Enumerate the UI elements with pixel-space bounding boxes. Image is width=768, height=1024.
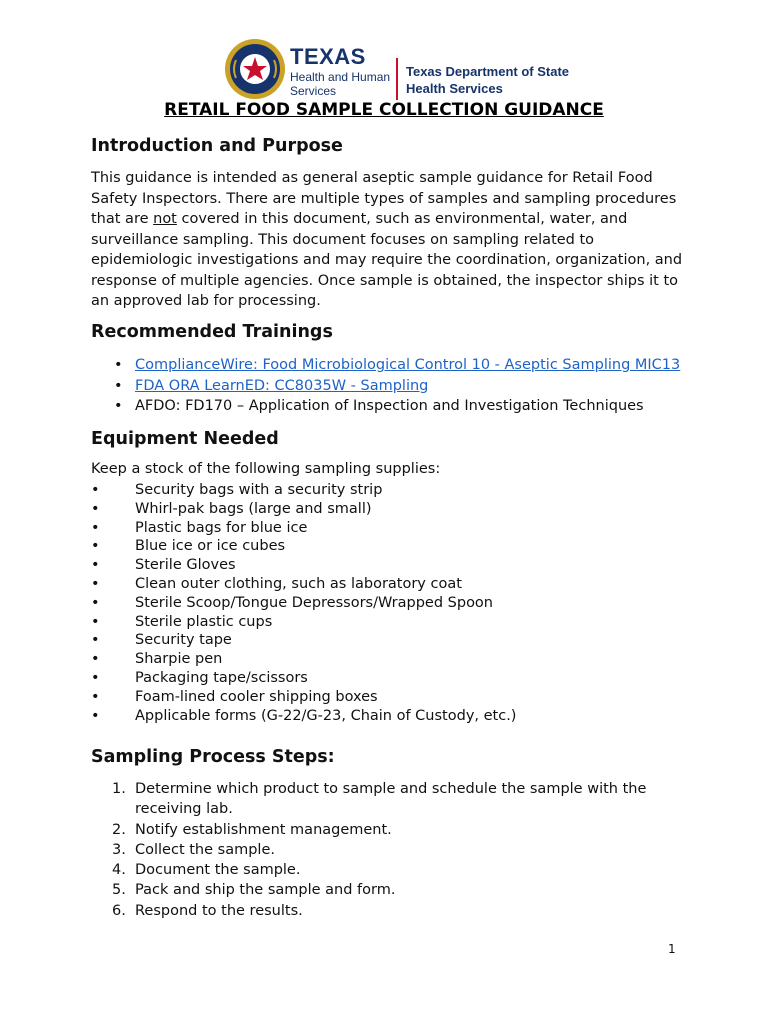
list-item: • Whirl-pak bags (large and small) [91, 500, 516, 519]
intro-text-after: covered in this document, such as environmental, water, and surveillance sampling. This document focuses on sampling related to epidemiologic investigations and may require the coordination, organization, and response of multiple agencies. Once sample is obtained, the inspector ships it to an approved lab for processing. [91, 211, 683, 309]
trainings-heading: Recommended Trainings [91, 322, 333, 342]
steps-heading: Sampling Process Steps: [91, 747, 335, 767]
list-item: • Blue ice or ice cubes [91, 537, 516, 556]
intro-text-before: This guidance is intended as general aseptic sample guidance for Retail Food Safety Inspectors. There are multiple types of samples and sampling procedures that are [91, 170, 677, 227]
list-item: • Foam-lined cooler shipping boxes [91, 688, 516, 707]
steps-list [112, 779, 692, 921]
step-number: 5. [112, 882, 126, 899]
header-logo [224, 36, 570, 100]
list-item [112, 860, 692, 880]
list-item [114, 355, 680, 376]
brand-texas: TEXAS [290, 44, 366, 69]
intro-paragraph [91, 168, 691, 312]
equipment-heading: Equipment Needed [91, 429, 279, 449]
document-title: RETAIL FOOD SAMPLE COLLECTION GUIDANCE [164, 100, 604, 120]
list-item [112, 820, 692, 840]
step-text: Collect the sample. [135, 841, 275, 858]
logo-divider [396, 58, 398, 100]
list-item: • Applicable forms (G-22/G-23, Chain of Custody, etc.) [91, 707, 516, 726]
intro-text-underlined: not [153, 211, 177, 227]
list-item: • AFDO: FD170 – Application of Inspection and Investigation Techniques [114, 396, 680, 417]
list-item [112, 901, 692, 921]
step-text: Respond to the results. [135, 902, 303, 919]
step-number: 2. [112, 821, 126, 838]
fda-ora-learned-link[interactable]: FDA ORA LearnED: CC8035W - Sampling [135, 377, 429, 394]
list-item [112, 779, 692, 820]
list-item: • Sharpie pen [91, 650, 516, 669]
step-number: 6. [112, 902, 126, 919]
texas-seal-icon [224, 38, 286, 100]
list-item: • Sterile Gloves [91, 556, 516, 575]
hhs-brand [290, 46, 400, 98]
list-item [112, 840, 692, 860]
step-text: Pack and ship the sample and form. [135, 882, 396, 899]
list-item [114, 376, 680, 397]
equipment-intro: Keep a stock of the following sampling supplies: [91, 461, 441, 477]
step-number: 3. [112, 841, 126, 858]
list-item: • Clean outer clothing, such as laboratory coat [91, 575, 516, 594]
step-text: Notify establishment management. [135, 821, 392, 838]
list-item: • Plastic bags for blue ice [91, 519, 516, 538]
step-text: Determine which product to sample and schedule the sample with the receiving lab. [135, 781, 647, 818]
list-item: • Packaging tape/scissors [91, 669, 516, 688]
dshs-brand: Texas Department of State Health Services [406, 64, 570, 96]
list-item: • Sterile plastic cups [91, 613, 516, 632]
list-item: • Security tape [91, 631, 516, 650]
step-number: 4. [112, 862, 126, 879]
list-item: • Sterile Scoop/Tongue Depressors/Wrapped Spoon [91, 594, 516, 613]
step-text: Document the sample. [135, 862, 301, 879]
page-number: 1 [668, 942, 676, 956]
list-item: • Security bags with a security strip [91, 481, 516, 500]
step-number: 1. [112, 781, 126, 797]
equipment-list [91, 481, 516, 725]
list-item [112, 880, 692, 900]
intro-heading: Introduction and Purpose [91, 136, 343, 156]
brand-hhs: Health and Human Services [290, 70, 391, 98]
compliancewire-link[interactable]: ComplianceWire: Food Microbiological Control 10 - Aseptic Sampling MIC13 [135, 357, 681, 373]
trainings-list [114, 355, 680, 417]
